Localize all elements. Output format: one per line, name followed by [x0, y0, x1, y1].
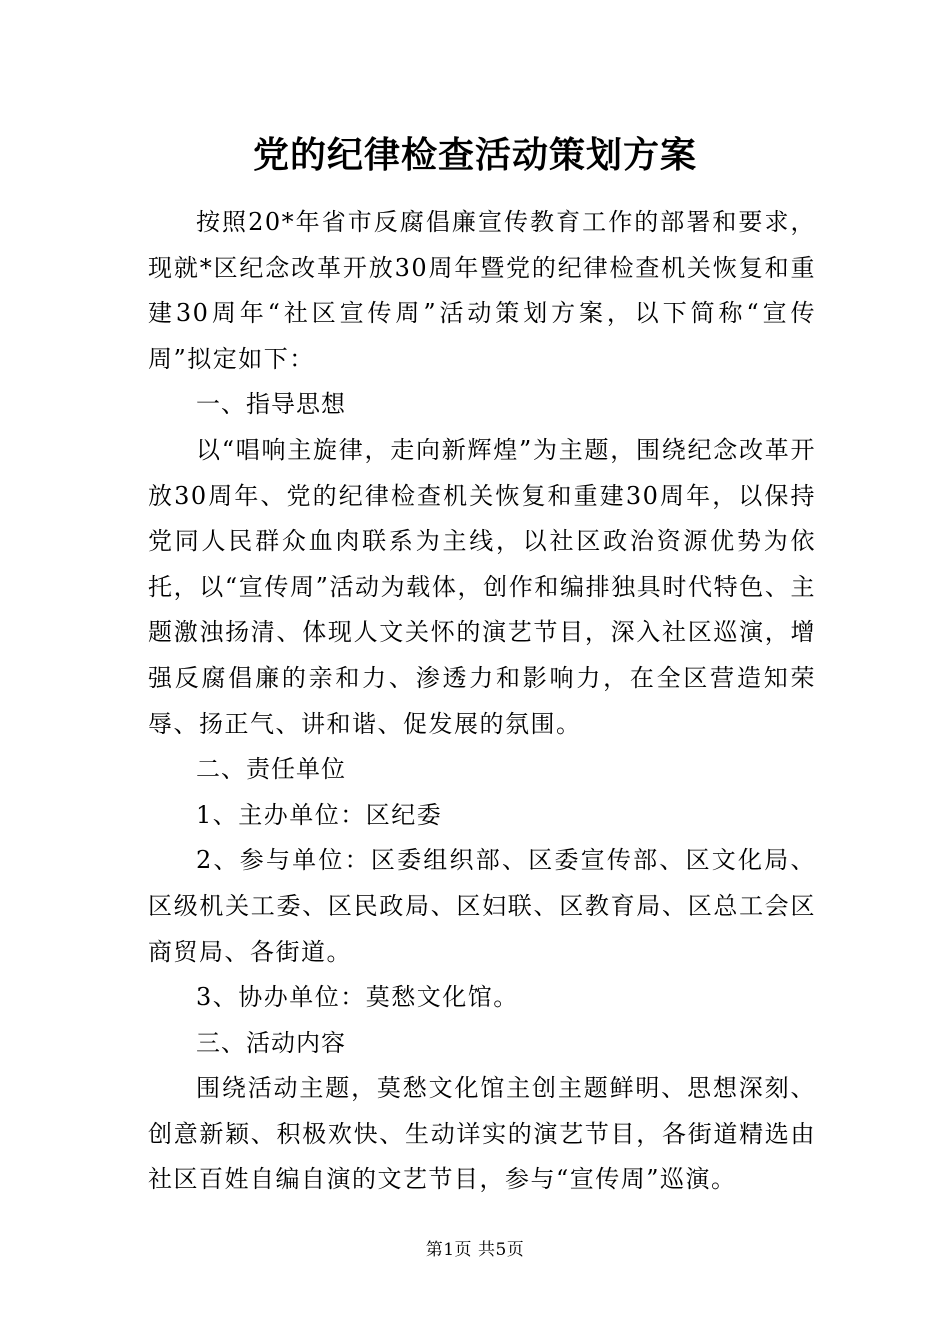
guiding-ideology-paragraph: 以“唱响主旋律，走向新辉煌”为主题，围绕纪念改革开放30周年、党的纪律检查机关恢复和重建30周年，以保持党同人民群众血肉联系为主线，以社区政治资源优势为依托，以“宣传周”活动为载体，创作和编排独具时代特色、主题激浊扬清、体现人文关怀的演艺节目，深入社区巡演，增强反腐倡廉的亲和力、渗透力和影响力，在全区营造知荣辱、扬正气、讲和谐、促发展的氛围。: [148, 435, 816, 738]
co-organizer-item: 3、协办单位：莫愁文化馆。: [196, 983, 519, 1012]
intro-paragraph: 按照20*年省市反腐倡廉宣传教育工作的部署和要求，现就*区纪念改革开放30周年暨党的纪律检查机关恢复和重建30周年“社区宣传周”活动策划方案，以下简称“宣传周”拟定如下：: [148, 208, 816, 373]
document-title: 党的纪律检查活动策划方案: [252, 135, 697, 176]
activity-content-paragraph: 围绕活动主题，莫愁文化馆主创主题鲜明、思想深刻、创意新颖、积极欢快、生动详实的演艺节目，各街道精选由社区百姓自编自演的文艺节目，参与“宣传周”巡演。: [148, 1074, 816, 1194]
document-body: [148, 200, 816, 1203]
section-heading-activity-content: 三、活动内容: [196, 1028, 346, 1057]
participating-units-item: 2、参与单位：区委组织部、区委宣传部、区文化局、区级机关工委、区民政局、区妇联、区教育局、区总工会区商贸局、各街道。: [148, 846, 816, 966]
section-heading-responsible-units: 二、责任单位: [196, 755, 346, 784]
section-heading-guiding-ideology: 一、指导思想: [196, 390, 346, 419]
host-unit-item: 1、主办单位：区纪委: [196, 800, 443, 829]
page-number-footer: 第1页 共5页: [425, 1240, 525, 1260]
